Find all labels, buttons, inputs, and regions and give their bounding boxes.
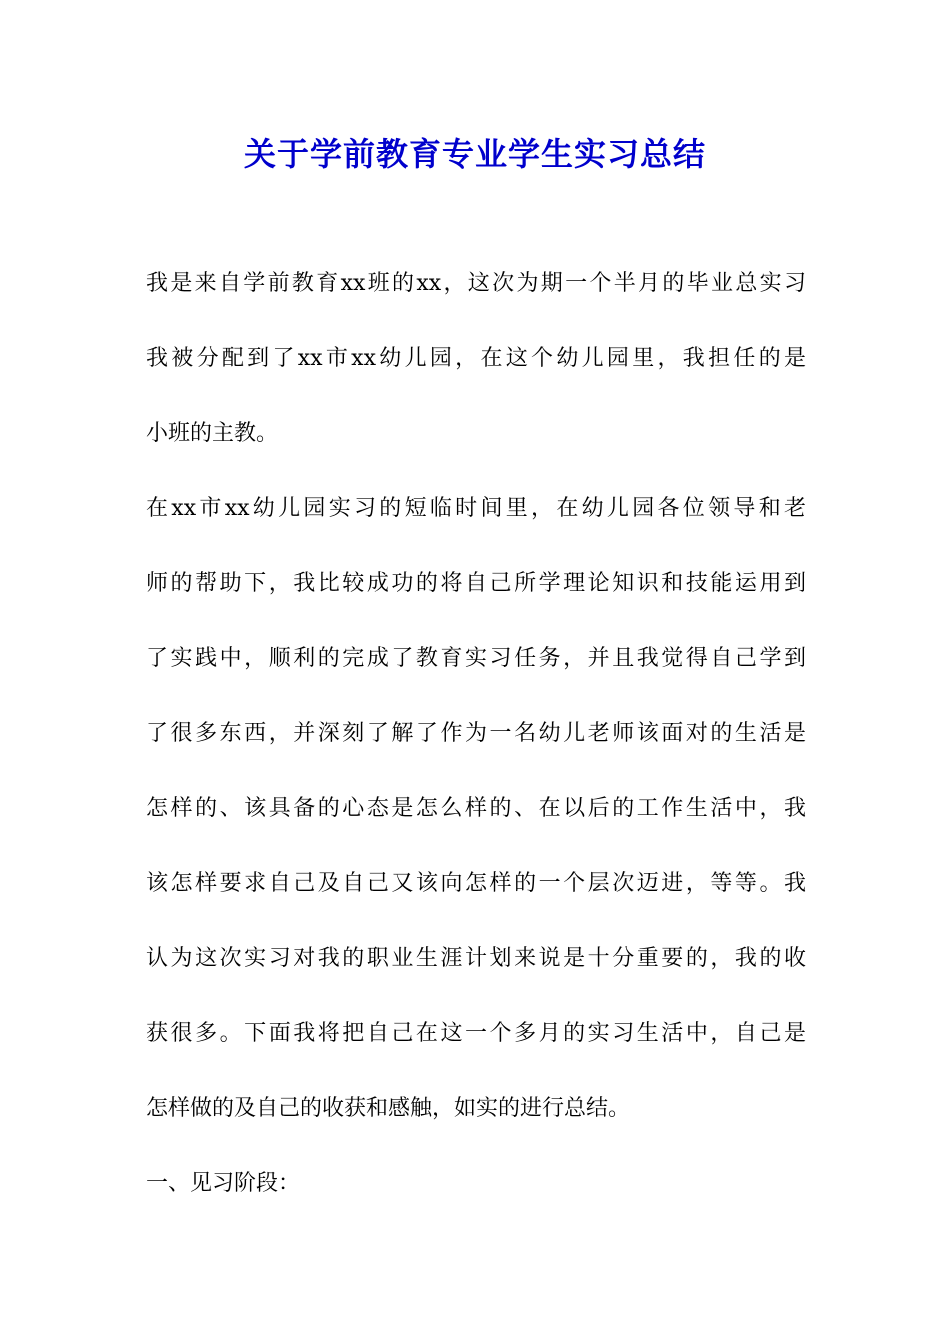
body-line: 该怎样要求自己及自己又该向怎样的一个层次迈进，等等。我 xyxy=(146,871,806,896)
body-line: 怎样的、该具备的心态是怎么样的、在以后的工作生活中，我 xyxy=(146,796,806,821)
section-heading: 一、见习阶段： xyxy=(146,1171,301,1196)
document-title: 关于学前教育专业学生实习总结 xyxy=(243,135,706,173)
body-line: 获很多。下面我将把自己在这一个多月的实习生活中，自己是 xyxy=(146,1021,806,1046)
body-line: 小班的主教。 xyxy=(146,421,279,446)
body-line: 在xx市xx幼儿园实习的短临时间里，在幼儿园各位领导和老 xyxy=(146,496,806,521)
body-line: 师的帮助下，我比较成功的将自己所学理论知识和技能运用到 xyxy=(146,571,806,596)
body-line: 怎样做的及自己的收获和感触，如实的进行总结。 xyxy=(146,1096,631,1121)
body-line: 认为这次实习对我的职业生涯计划来说是十分重要的，我的收 xyxy=(146,946,806,971)
body-line: 我被分配到了xx市xx幼儿园，在这个幼儿园里，我担任的是 xyxy=(146,346,806,371)
body-line: 了实践中，顺利的完成了教育实习任务，并且我觉得自己学到 xyxy=(146,646,806,671)
body-line: 我是来自学前教育xx班的xx，这次为期一个半月的毕业总实习 xyxy=(146,271,806,296)
body-line: 了很多东西，并深刻了解了作为一名幼儿老师该面对的生活是 xyxy=(146,721,806,746)
